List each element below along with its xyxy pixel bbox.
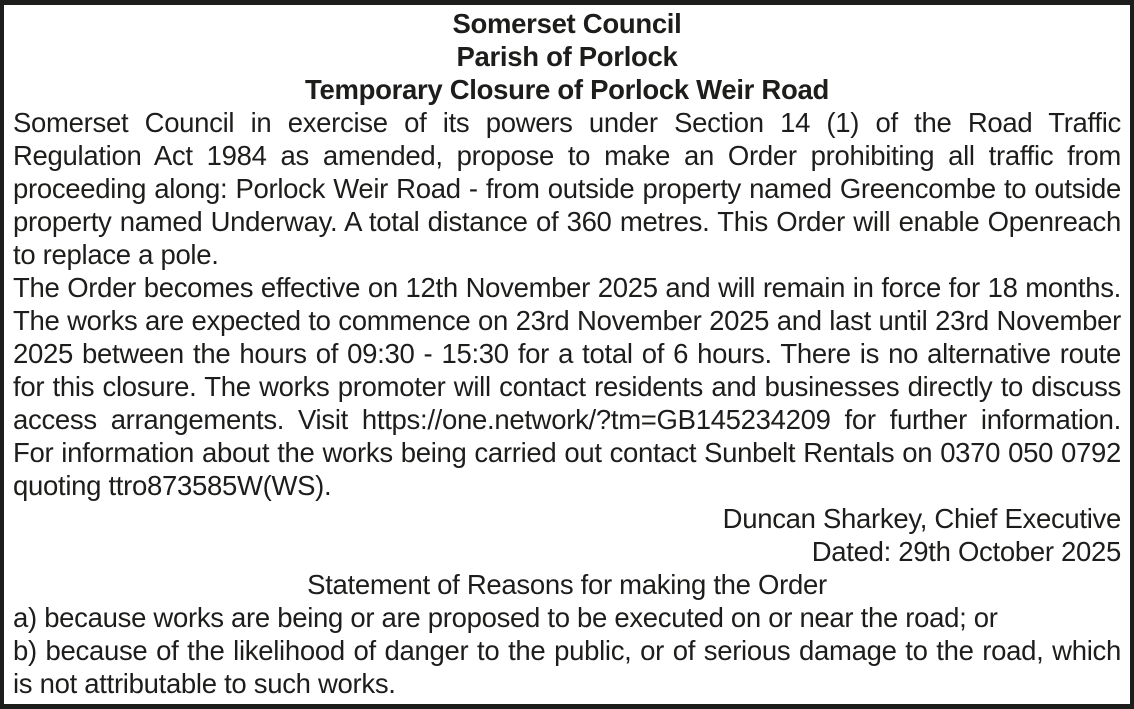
reason-b-paragraph: b) because of the likelihood of danger to the public, or of serious damage to the road, which is not attributable to such works. (13, 635, 1121, 699)
dated-line: Dated: 29th October 2025 (811, 536, 1121, 567)
notice-title-heading: Temporary Closure of Porlock Weir Road (305, 74, 829, 105)
reason-a-paragraph: a) because works are being or are proposed to be executed on or near the road; or (13, 602, 998, 633)
order-details-paragraph: Somerset Council in exercise of its powers under Section 14 (1) of the Road Traffic Regulation Act 1984 as amended, propose to make an Order prohibiting all traffic from proceeding along: Porlock Weir Road - from outside property named Greencombe to outside property named Underway. A total distance of 360 metres. This Order will enable Openreach to replace a pole. (13, 107, 1121, 270)
statement-of-reasons-heading: Statement of Reasons for making the Order (307, 569, 827, 600)
signatory-line: Duncan Sharkey, Chief Executive (722, 503, 1121, 534)
order-schedule-paragraph: The Order becomes effective on 12th November 2025 and will remain in force for 18 months. The works are expected to commence on 23rd November 2025 and last until 23rd November 2025 between the hours of 09:30 - 15:30 for a total of 6 hours. There is no alternative route for this closure. The works promoter will contact residents and businesses directly to discuss access arrangements. Visit https://one.network/?tm=GB145234209 for further information. For information about the works being carried out contact Sunbelt Rentals on 0370 050 0792 quoting ttro873585W(WS). (13, 272, 1121, 501)
parish-name-heading: Parish of Porlock (456, 41, 678, 72)
council-name-heading: Somerset Council (452, 8, 682, 39)
